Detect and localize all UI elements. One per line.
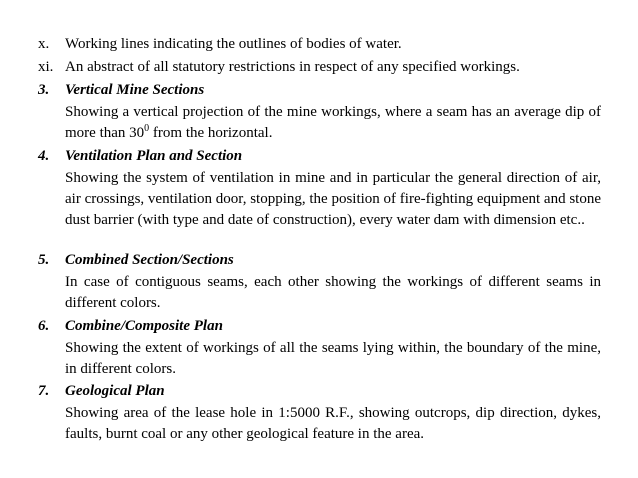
- item-text: An abstract of all statutory restrictions in respect of any specified workings.: [65, 59, 520, 75]
- section-number: 4.: [38, 148, 50, 164]
- section-body-4: Showing the system of ventilation in mine and in particular the general direction of air, air crossings, ventilation door, stopping, the position of fire-fighting equipment and stone dust barrier (with type and date of construction), every water dam with dimension etc..: [65, 170, 601, 228]
- section-body-7: Showing area of the lease hole in 1:5000 R.F., showing outcrops, dip direction, dykes, faults, burnt coal or any other geological feature in the area.: [65, 405, 601, 442]
- section-title: Combined Section/Sections: [65, 252, 234, 268]
- section-number: 7.: [38, 383, 50, 399]
- section-title: Combine/Composite Plan: [65, 318, 223, 334]
- section-number: 5.: [38, 252, 50, 268]
- section-body-5: In case of contiguous seams, each other showing the workings of different seams in different colors.: [65, 274, 601, 311]
- item-number: x.: [38, 36, 50, 52]
- section-title: Vertical Mine Sections: [65, 82, 205, 98]
- section-number: 6.: [38, 318, 50, 334]
- item-text: Working lines indicating the outlines of bodies of water.: [65, 36, 402, 52]
- section-body-6: Showing the extent of workings of all the seams lying within, the boundary of the mine, in different colors.: [65, 340, 601, 377]
- superscript-degree: 0: [144, 123, 150, 134]
- section-title: Ventilation Plan and Section: [65, 148, 243, 164]
- section-body-3: [65, 102, 601, 144]
- section-body-text: Showing a vertical projection of the mine workings, where a seam has an average dip of more than 30: [65, 104, 601, 141]
- item-number: xi.: [38, 59, 54, 75]
- section-number: 3.: [38, 82, 50, 98]
- section-title: Geological Plan: [65, 383, 165, 399]
- section-body-text-end: from the horizontal.: [149, 125, 273, 141]
